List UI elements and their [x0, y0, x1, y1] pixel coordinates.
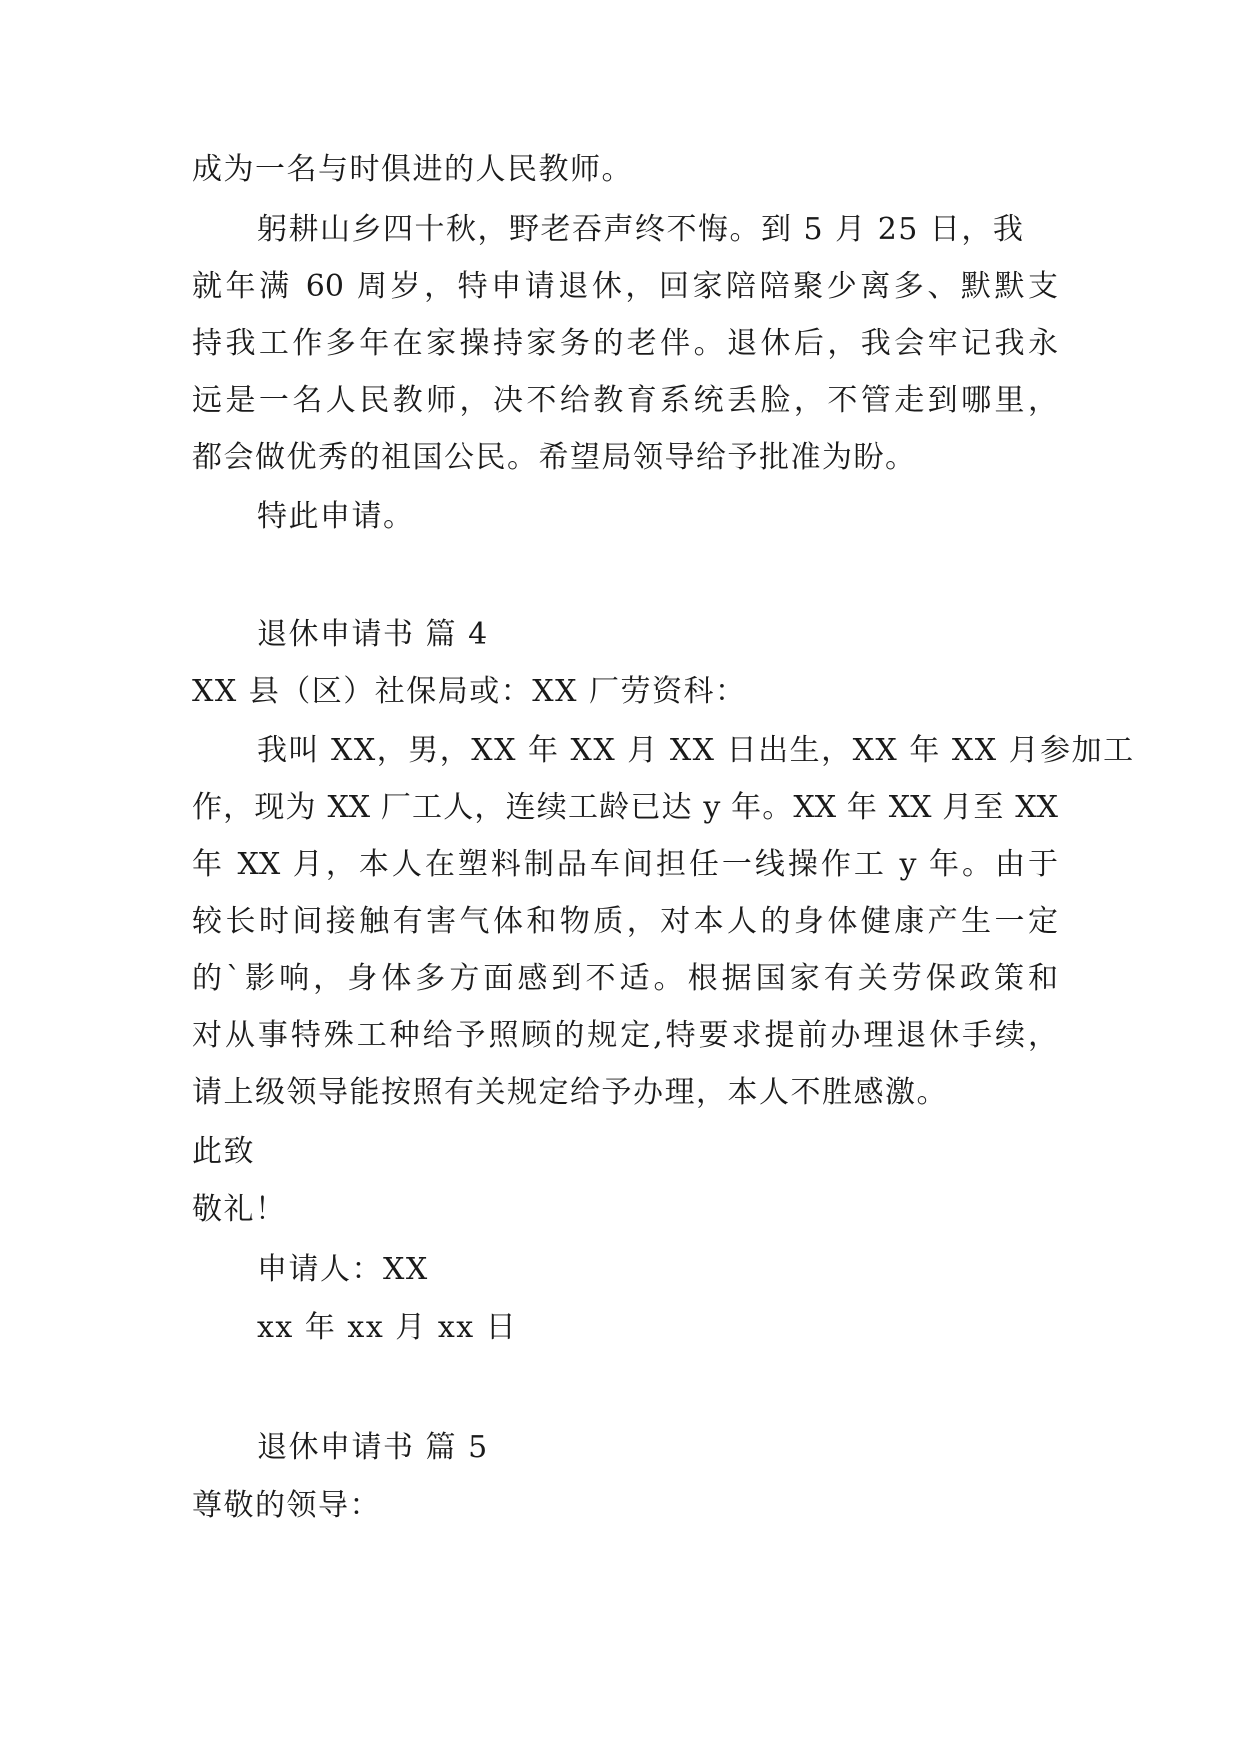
paragraph-line: 请上级领导能按照有关规定给予办理，本人不胜感激。 — [192, 1075, 948, 1110]
paragraph-line: 持我工作多年在家操持家务的老伴。退休后，我会牢记我永 — [192, 326, 1058, 361]
paragraph-line: 就年满 60 周岁，特申请退休，回家陪陪聚少离多、默默支 — [192, 269, 1058, 304]
salutation-line: 敬礼！ — [192, 1192, 287, 1227]
closing-line: 特此申请。 — [257, 499, 415, 534]
paragraph-line: 的`影响，身体多方面感到不适。根据国家有关劳保政策和 — [192, 961, 1058, 996]
addressee: 尊敬的领导： — [192, 1488, 381, 1523]
paragraph-line: 年 XX 月，本人在塑料制品车间担任一线操作工 y 年。由于 — [192, 847, 1058, 882]
paragraph-line: 对从事特殊工种给予照顾的规定,特要求提前办理退休手续， — [192, 1018, 1058, 1053]
paragraph-line: 远是一名人民教师，决不给教育系统丢脸，不管走到哪里， — [192, 383, 1058, 418]
paragraph-line: 我叫 XX，男，XX 年 XX 月 XX 日出生，XX 年 XX 月参加工 — [257, 733, 1135, 768]
paragraph-line: 都会做优秀的祖国公民。希望局领导给予批准为盼。 — [192, 440, 917, 475]
paragraph-line: 成为一名与时俱进的人民教师。 — [192, 152, 633, 187]
paragraph-line: 较长时间接触有害气体和物质，对本人的身体健康产生一定 — [192, 904, 1058, 939]
addressee: XX 县（区）社保局或：XX 厂劳资科： — [192, 674, 747, 709]
salutation-line: 此致 — [192, 1134, 255, 1169]
section-heading: 退休申请书 篇 4 — [257, 617, 489, 652]
section-heading: 退休申请书 篇 5 — [257, 1430, 489, 1465]
date-line: xx 年 xx 月 xx 日 — [257, 1310, 518, 1345]
applicant-line: 申请人：XX — [257, 1252, 429, 1287]
paragraph-line: 作，现为 XX 厂工人，连续工龄已达 y 年。XX 年 XX 月至 XX — [192, 790, 1058, 825]
paragraph-line: 躬耕山乡四十秋，野老吞声终不悔。到 5 月 25 日，我 — [257, 212, 1025, 247]
